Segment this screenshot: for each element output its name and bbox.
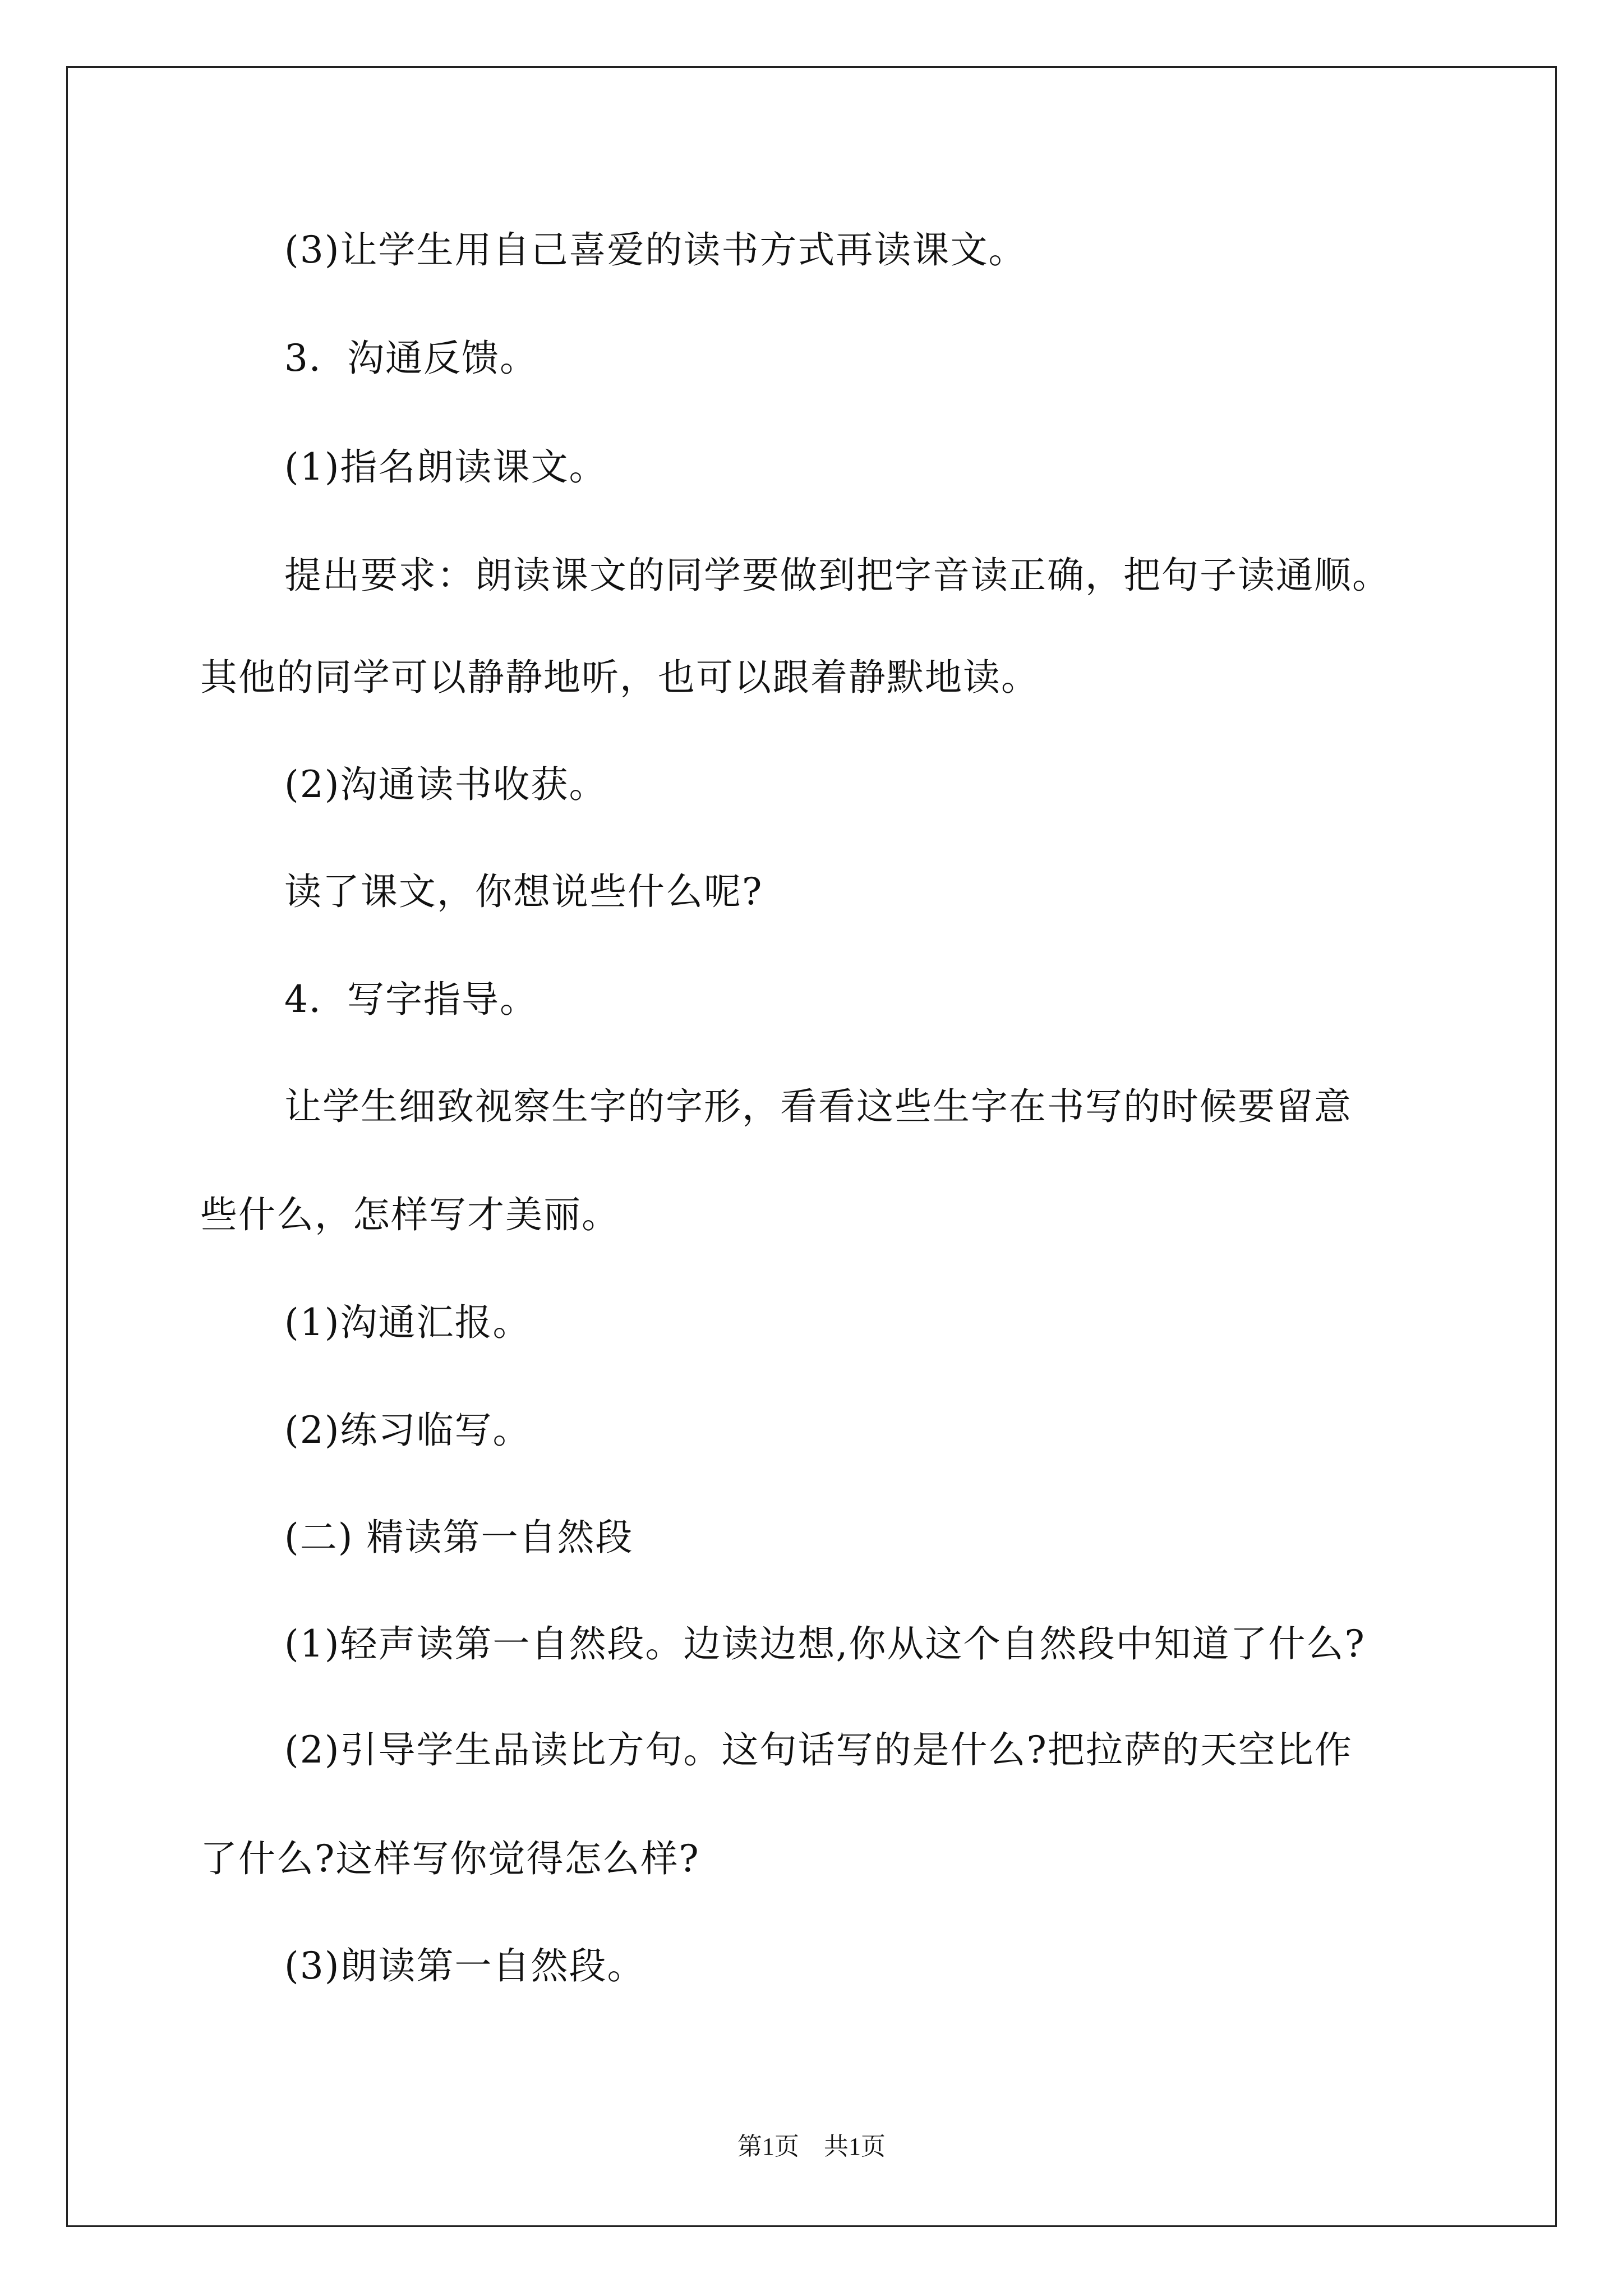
paragraph-2: 3．沟通反馈。 xyxy=(284,337,538,380)
paragraph-1: (3)让学生用自己喜爱的读书方式再读课文。 xyxy=(284,228,1027,272)
paragraph-9: (1)沟通汇报。 xyxy=(284,1301,531,1344)
paragraph-12-continued: 了什么?这样写你觉得怎么样? xyxy=(200,1837,700,1880)
paragraph-10: (2)练习临写。 xyxy=(284,1409,531,1452)
paragraph-3: (1)指名朗读课文。 xyxy=(284,445,607,489)
section-heading: (二) 精读第一自然段 xyxy=(284,1516,634,1559)
paragraph-4-continued: 其他的同学可以静静地听，也可以跟着静默地读。 xyxy=(200,656,1039,699)
paragraph-7: 4．写字指导。 xyxy=(284,978,538,1021)
paragraph-5: (2)沟通读书收获。 xyxy=(284,763,607,806)
paragraph-12: (2)引导学生品读比方句。这句话写的是什么?把拉萨的天空比作 xyxy=(284,1728,1353,1772)
paragraph-6: 读了课文，你想说些什么呢? xyxy=(284,870,763,913)
page-border xyxy=(66,66,1557,2227)
paragraph-11: (1)轻声读第一自然段。边读边想,你从这个自然段中知道了什么? xyxy=(284,1622,1366,1665)
paragraph-8: 让学生细致视察生字的字形，看看这些生字在书写的时候要留意 xyxy=(284,1085,1352,1128)
paragraph-13: (3)朗读第一自然段。 xyxy=(284,1944,645,1987)
paragraph-8-continued: 些什么，怎样写才美丽。 xyxy=(200,1193,620,1236)
page-footer: 第1页 共1页 xyxy=(737,2133,886,2160)
paragraph-4: 提出要求：朗读课文的同学要做到把字音读正确，把句子读通顺。 xyxy=(284,554,1390,597)
